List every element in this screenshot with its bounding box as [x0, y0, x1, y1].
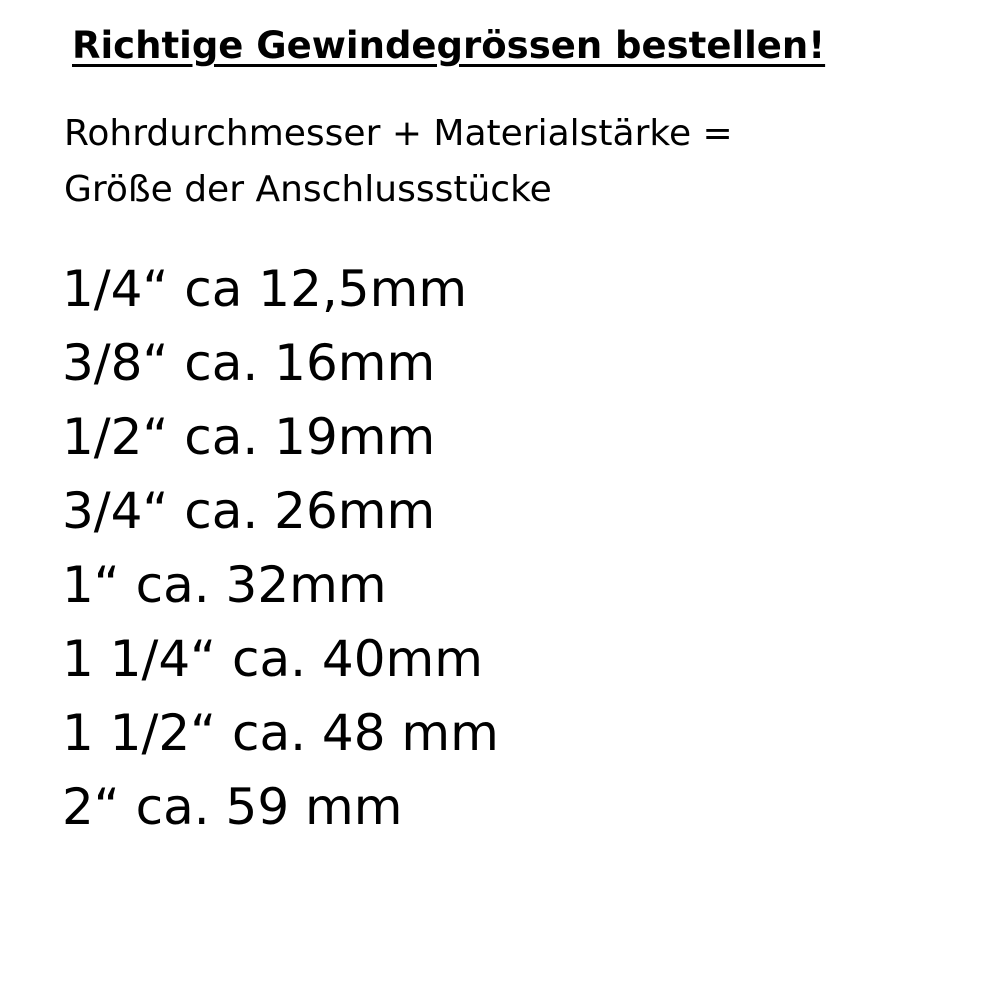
intro-line-2: Größe der Anschlussstücke	[64, 169, 552, 211]
list-item: 1 1/4“ ca. 40mm	[62, 629, 483, 688]
list-item: 1“ ca. 32mm	[62, 555, 387, 614]
list-item: 1/4“ ca 12,5mm	[62, 259, 468, 318]
list-item: 1 1/2“ ca. 48 mm	[62, 703, 499, 762]
list-item: 1/2“ ca. 19mm	[62, 407, 436, 466]
list-item: 3/4“ ca. 26mm	[62, 481, 436, 540]
intro-line-1: Rohrdurchmesser + Materialstärke =	[64, 113, 733, 155]
page-title: Richtige Gewindegrössen bestellen!	[72, 24, 826, 67]
list-item: 2“ ca. 59 mm	[62, 777, 403, 836]
intro-paragraph	[64, 106, 944, 218]
list-item: 3/8“ ca. 16mm	[62, 333, 436, 392]
size-list	[62, 252, 1000, 844]
